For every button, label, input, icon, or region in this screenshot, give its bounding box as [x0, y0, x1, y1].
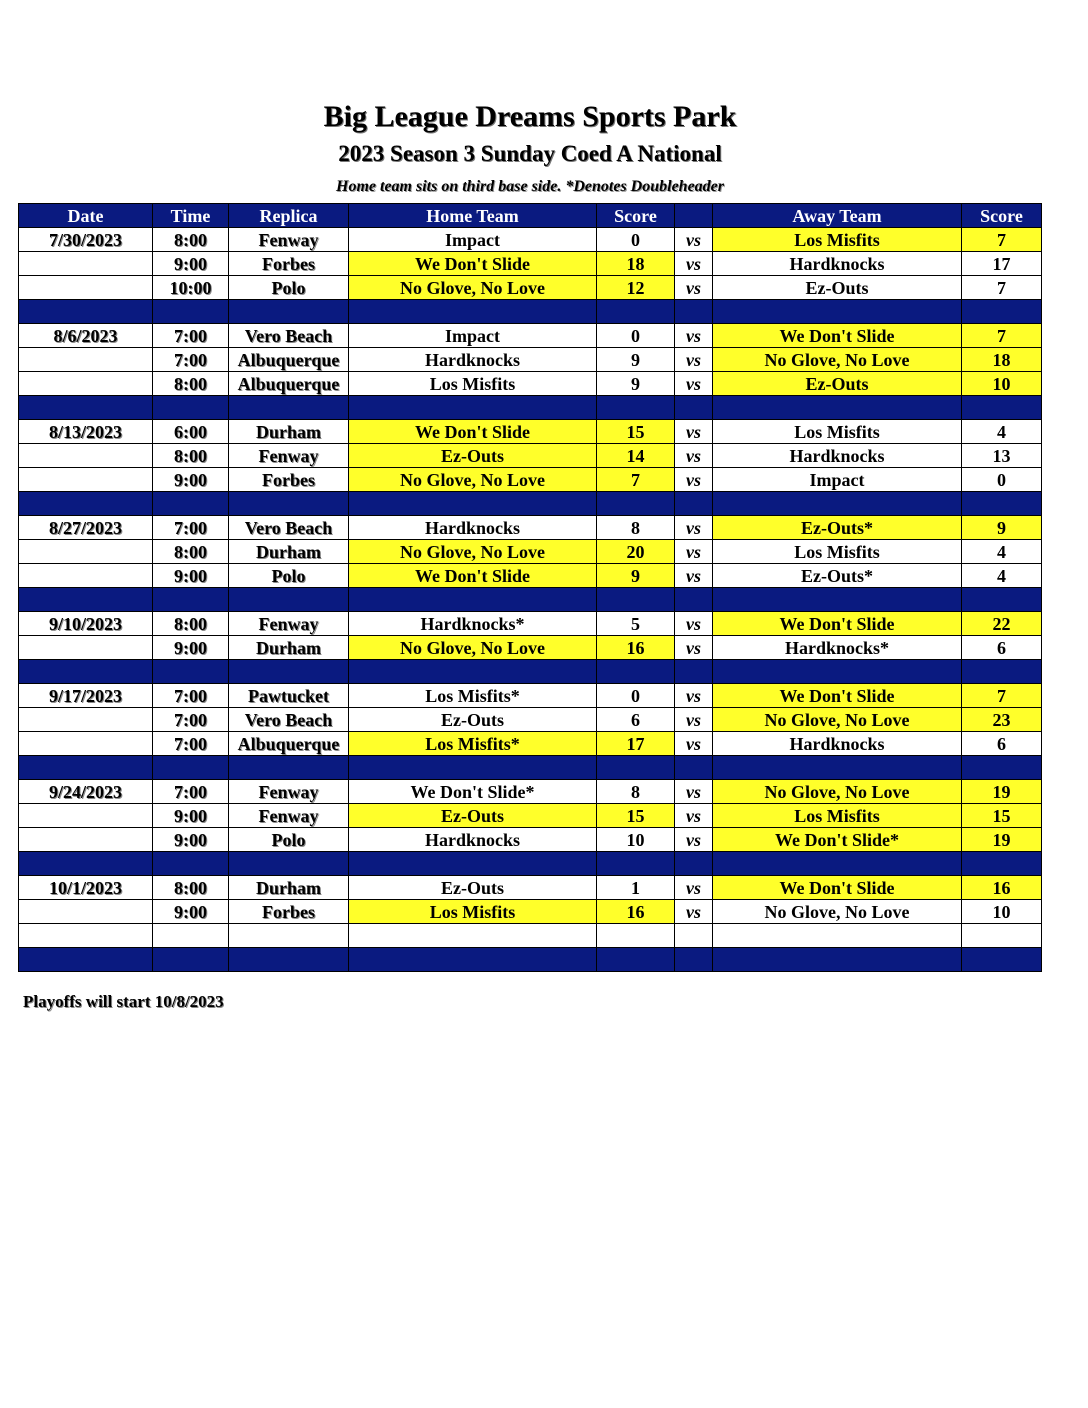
separator-cell	[675, 492, 713, 516]
away-team: No Glove, No Love	[713, 900, 962, 924]
game-date: 7/30/2023	[19, 228, 153, 252]
game-row	[19, 324, 1042, 348]
home-score: 20	[597, 540, 675, 564]
game-row	[19, 636, 1042, 660]
separator-cell	[713, 492, 962, 516]
away-score: 15	[962, 804, 1042, 828]
game-row	[19, 900, 1042, 924]
vs-label: vs	[675, 636, 713, 660]
home-score: 16	[597, 900, 675, 924]
away-score: 7	[962, 276, 1042, 300]
game-row	[19, 372, 1042, 396]
separator-cell	[349, 852, 597, 876]
separator-cell	[675, 756, 713, 780]
away-team: Los Misfits	[713, 804, 962, 828]
away-score: 22	[962, 612, 1042, 636]
replica-field: Fenway	[229, 804, 349, 828]
replica-field: Forbes	[229, 468, 349, 492]
home-team: No Glove, No Love	[349, 540, 597, 564]
home-team: We Don't Slide	[349, 252, 597, 276]
home-team: Impact	[349, 324, 597, 348]
away-score: 9	[962, 516, 1042, 540]
game-time: 8:00	[153, 444, 229, 468]
away-score: 6	[962, 636, 1042, 660]
date-cell-empty	[19, 804, 153, 828]
game-time: 9:00	[153, 900, 229, 924]
date-cell-empty	[19, 252, 153, 276]
vs-label: vs	[675, 228, 713, 252]
away-score: 18	[962, 348, 1042, 372]
home-team: Los Misfits	[349, 372, 597, 396]
home-team: Hardknocks	[349, 516, 597, 540]
game-row	[19, 564, 1042, 588]
week-separator-row	[19, 588, 1042, 612]
separator-cell	[713, 756, 962, 780]
page-subtitle: 2023 Season 3 Sunday Coed A National	[338, 141, 722, 166]
away-score: 19	[962, 828, 1042, 852]
game-row	[19, 228, 1042, 252]
home-team: No Glove, No Love	[349, 636, 597, 660]
game-time: 7:00	[153, 708, 229, 732]
separator-cell	[19, 396, 153, 420]
home-score: 1	[597, 876, 675, 900]
away-team: Hardknocks*	[713, 636, 962, 660]
away-score: 4	[962, 564, 1042, 588]
game-date: 9/10/2023	[19, 612, 153, 636]
away-team: We Don't Slide*	[713, 828, 962, 852]
schedule-body	[19, 228, 1042, 972]
separator-cell	[597, 756, 675, 780]
replica-field: Fenway	[229, 612, 349, 636]
replica-field: Polo	[229, 564, 349, 588]
game-time: 9:00	[153, 468, 229, 492]
game-time: 7:00	[153, 780, 229, 804]
separator-cell	[153, 756, 229, 780]
separator-cell	[153, 948, 229, 972]
away-score: 7	[962, 324, 1042, 348]
away-team: We Don't Slide	[713, 612, 962, 636]
separator-cell	[962, 396, 1042, 420]
week-separator-row	[19, 756, 1042, 780]
replica-field: Albuquerque	[229, 348, 349, 372]
home-score: 14	[597, 444, 675, 468]
vs-label: vs	[675, 372, 713, 396]
away-score: 16	[962, 876, 1042, 900]
date-cell-empty	[19, 444, 153, 468]
replica-field: Albuquerque	[229, 732, 349, 756]
separator-cell	[675, 588, 713, 612]
vs-label: vs	[675, 252, 713, 276]
game-date: 10/1/2023	[19, 876, 153, 900]
separator-cell	[153, 852, 229, 876]
home-team: Los Misfits*	[349, 684, 597, 708]
separator-cell	[153, 492, 229, 516]
home-team: Ez-Outs	[349, 708, 597, 732]
home-score	[597, 924, 675, 948]
separator-cell	[675, 396, 713, 420]
date-cell-empty	[19, 276, 153, 300]
separator-cell	[597, 396, 675, 420]
separator-cell	[713, 396, 962, 420]
vs-label: vs	[675, 708, 713, 732]
separator-cell	[675, 948, 713, 972]
separator-cell	[349, 300, 597, 324]
game-row	[19, 516, 1042, 540]
away-score: 19	[962, 780, 1042, 804]
game-time: 8:00	[153, 228, 229, 252]
separator-cell	[713, 300, 962, 324]
game-row	[19, 876, 1042, 900]
vs-label: vs	[675, 780, 713, 804]
playoffs-note: Playoffs will start 10/8/2023	[23, 992, 224, 1011]
game-date: 9/24/2023	[19, 780, 153, 804]
vs-label: vs	[675, 276, 713, 300]
home-team: Los Misfits	[349, 900, 597, 924]
home-team: No Glove, No Love	[349, 276, 597, 300]
week-separator-row	[19, 300, 1042, 324]
separator-cell	[19, 756, 153, 780]
replica-field: Vero Beach	[229, 324, 349, 348]
vs-label: vs	[675, 564, 713, 588]
home-score: 0	[597, 228, 675, 252]
date-cell-empty	[19, 636, 153, 660]
separator-cell	[229, 756, 349, 780]
header-row	[19, 204, 1042, 228]
separator-cell	[962, 756, 1042, 780]
away-score: 4	[962, 540, 1042, 564]
date-cell-empty	[19, 564, 153, 588]
week-separator-row	[19, 396, 1042, 420]
home-score: 0	[597, 684, 675, 708]
game-time: 10:00	[153, 276, 229, 300]
separator-cell	[153, 588, 229, 612]
game-time: 8:00	[153, 540, 229, 564]
page-title: Big League Dreams Sports Park	[323, 100, 737, 133]
vs-label: vs	[675, 828, 713, 852]
separator-cell	[229, 660, 349, 684]
vs-label: vs	[675, 732, 713, 756]
game-date: 9/17/2023	[19, 684, 153, 708]
game-time: 9:00	[153, 828, 229, 852]
game-time: 7:00	[153, 732, 229, 756]
home-score: 10	[597, 828, 675, 852]
separator-cell	[597, 492, 675, 516]
away-team: Los Misfits	[713, 228, 962, 252]
vs-label: vs	[675, 348, 713, 372]
separator-cell	[19, 492, 153, 516]
separator-cell	[229, 396, 349, 420]
home-score: 15	[597, 420, 675, 444]
vs-label: vs	[675, 324, 713, 348]
separator-cell	[153, 660, 229, 684]
home-score: 8	[597, 780, 675, 804]
vs-label: vs	[675, 684, 713, 708]
vs-label: vs	[675, 516, 713, 540]
home-team: No Glove, No Love	[349, 468, 597, 492]
away-team: We Don't Slide	[713, 876, 962, 900]
replica-field: Vero Beach	[229, 708, 349, 732]
home-score: 9	[597, 348, 675, 372]
separator-cell	[597, 300, 675, 324]
replica-field	[229, 924, 349, 948]
game-time: 9:00	[153, 804, 229, 828]
game-time	[153, 924, 229, 948]
separator-cell	[153, 300, 229, 324]
game-row	[19, 828, 1042, 852]
separator-cell	[19, 300, 153, 324]
game-time: 7:00	[153, 348, 229, 372]
date-cell-empty	[19, 348, 153, 372]
col-header-replica: Replica	[229, 204, 349, 228]
away-team: Los Misfits	[713, 420, 962, 444]
game-time: 8:00	[153, 372, 229, 396]
week-separator-row	[19, 852, 1042, 876]
game-date: 8/13/2023	[19, 420, 153, 444]
away-score: 6	[962, 732, 1042, 756]
replica-field: Fenway	[229, 780, 349, 804]
schedule-table	[18, 203, 1042, 972]
game-row	[19, 348, 1042, 372]
date-cell-empty	[19, 372, 153, 396]
game-time: 7:00	[153, 516, 229, 540]
separator-cell	[962, 300, 1042, 324]
game-time: 8:00	[153, 612, 229, 636]
away-score: 10	[962, 900, 1042, 924]
home-score: 9	[597, 564, 675, 588]
away-score: 17	[962, 252, 1042, 276]
home-team: Los Misfits*	[349, 732, 597, 756]
separator-cell	[229, 300, 349, 324]
game-time: 6:00	[153, 420, 229, 444]
replica-field: Durham	[229, 540, 349, 564]
game-row	[19, 612, 1042, 636]
game-time: 9:00	[153, 636, 229, 660]
game-time: 9:00	[153, 564, 229, 588]
away-score: 23	[962, 708, 1042, 732]
game-row	[19, 444, 1042, 468]
home-team: Hardknocks	[349, 348, 597, 372]
away-team: Impact	[713, 468, 962, 492]
game-time: 7:00	[153, 324, 229, 348]
game-row	[19, 804, 1042, 828]
home-score: 18	[597, 252, 675, 276]
game-row	[19, 468, 1042, 492]
game-row	[19, 420, 1042, 444]
vs-label	[675, 924, 713, 948]
home-score: 12	[597, 276, 675, 300]
date-cell-empty	[19, 732, 153, 756]
date-cell-empty	[19, 468, 153, 492]
separator-cell	[153, 396, 229, 420]
game-row	[19, 732, 1042, 756]
col-header-time: Time	[153, 204, 229, 228]
game-row	[19, 252, 1042, 276]
separator-cell	[229, 588, 349, 612]
game-row	[19, 780, 1042, 804]
home-team: Ez-Outs	[349, 876, 597, 900]
separator-cell	[713, 660, 962, 684]
separator-cell	[349, 396, 597, 420]
vs-label: vs	[675, 420, 713, 444]
replica-field: Forbes	[229, 252, 349, 276]
replica-field: Forbes	[229, 900, 349, 924]
vs-label: vs	[675, 444, 713, 468]
week-separator-row	[19, 660, 1042, 684]
col-header-date: Date	[19, 204, 153, 228]
home-team: We Don't Slide*	[349, 780, 597, 804]
game-row	[19, 540, 1042, 564]
vs-label: vs	[675, 900, 713, 924]
away-score: 13	[962, 444, 1042, 468]
away-team: Ez-Outs	[713, 372, 962, 396]
away-score: 10	[962, 372, 1042, 396]
replica-field: Durham	[229, 876, 349, 900]
away-team: Hardknocks	[713, 252, 962, 276]
separator-cell	[349, 948, 597, 972]
game-time: 9:00	[153, 252, 229, 276]
separator-cell	[229, 948, 349, 972]
separator-cell	[349, 492, 597, 516]
away-team: Ez-Outs*	[713, 564, 962, 588]
away-team: No Glove, No Love	[713, 348, 962, 372]
away-team: Ez-Outs	[713, 276, 962, 300]
home-score: 7	[597, 468, 675, 492]
separator-cell	[713, 588, 962, 612]
home-team: Ez-Outs	[349, 444, 597, 468]
separator-cell	[349, 660, 597, 684]
replica-field: Pawtucket	[229, 684, 349, 708]
away-team: Hardknocks	[713, 444, 962, 468]
separator-cell	[229, 492, 349, 516]
away-team: Ez-Outs*	[713, 516, 962, 540]
col-header-home-team: Home Team	[349, 204, 597, 228]
col-header-away-score: Score	[962, 204, 1042, 228]
away-team: We Don't Slide	[713, 324, 962, 348]
date-cell-empty	[19, 708, 153, 732]
separator-cell	[229, 852, 349, 876]
separator-cell	[19, 852, 153, 876]
home-score: 0	[597, 324, 675, 348]
separator-cell	[962, 492, 1042, 516]
separator-cell	[349, 756, 597, 780]
home-team: Hardknocks	[349, 828, 597, 852]
away-score: 7	[962, 228, 1042, 252]
vs-label: vs	[675, 876, 713, 900]
separator-cell	[962, 660, 1042, 684]
separator-cell	[597, 660, 675, 684]
separator-cell	[19, 660, 153, 684]
game-time: 8:00	[153, 876, 229, 900]
replica-field: Polo	[229, 828, 349, 852]
home-team: We Don't Slide	[349, 564, 597, 588]
vs-label: vs	[675, 468, 713, 492]
game-row	[19, 684, 1042, 708]
date-cell-empty	[19, 900, 153, 924]
home-score: 8	[597, 516, 675, 540]
replica-field: Fenway	[229, 444, 349, 468]
separator-cell	[675, 852, 713, 876]
game-time: 7:00	[153, 684, 229, 708]
game-row	[19, 708, 1042, 732]
home-team	[349, 924, 597, 948]
separator-cell	[962, 852, 1042, 876]
separator-cell	[962, 588, 1042, 612]
separator-cell	[597, 948, 675, 972]
vs-label: vs	[675, 612, 713, 636]
week-separator-row	[19, 948, 1042, 972]
away-score	[962, 924, 1042, 948]
vs-label: vs	[675, 804, 713, 828]
home-score: 6	[597, 708, 675, 732]
doubleheader-note: Home team sits on third base side. *Denotes Doubleheader	[336, 178, 724, 195]
away-team: We Don't Slide	[713, 684, 962, 708]
date-cell-empty	[19, 924, 153, 948]
home-score: 5	[597, 612, 675, 636]
replica-field: Vero Beach	[229, 516, 349, 540]
game-date: 8/27/2023	[19, 516, 153, 540]
col-header-away-team: Away Team	[713, 204, 962, 228]
away-score: 7	[962, 684, 1042, 708]
date-cell-empty	[19, 828, 153, 852]
home-score: 15	[597, 804, 675, 828]
away-score: 0	[962, 468, 1042, 492]
col-header-home-score: Score	[597, 204, 675, 228]
away-team: No Glove, No Love	[713, 708, 962, 732]
separator-cell	[19, 588, 153, 612]
separator-cell	[349, 588, 597, 612]
week-separator-row	[19, 492, 1042, 516]
replica-field: Fenway	[229, 228, 349, 252]
away-team	[713, 924, 962, 948]
replica-field: Albuquerque	[229, 372, 349, 396]
home-team: We Don't Slide	[349, 420, 597, 444]
separator-cell	[713, 852, 962, 876]
separator-cell	[962, 948, 1042, 972]
home-team: Hardknocks*	[349, 612, 597, 636]
game-row	[19, 924, 1042, 948]
vs-label: vs	[675, 540, 713, 564]
home-score: 17	[597, 732, 675, 756]
home-score: 16	[597, 636, 675, 660]
home-team: Ez-Outs	[349, 804, 597, 828]
replica-field: Polo	[229, 276, 349, 300]
col-header-vs	[675, 204, 713, 228]
separator-cell	[597, 852, 675, 876]
away-team: Los Misfits	[713, 540, 962, 564]
away-team: No Glove, No Love	[713, 780, 962, 804]
separator-cell	[713, 948, 962, 972]
away-score: 4	[962, 420, 1042, 444]
replica-field: Durham	[229, 420, 349, 444]
separator-cell	[675, 300, 713, 324]
home-score: 9	[597, 372, 675, 396]
replica-field: Durham	[229, 636, 349, 660]
date-cell-empty	[19, 540, 153, 564]
separator-cell	[19, 948, 153, 972]
separator-cell	[675, 660, 713, 684]
game-date: 8/6/2023	[19, 324, 153, 348]
away-team: Hardknocks	[713, 732, 962, 756]
separator-cell	[597, 588, 675, 612]
game-row	[19, 276, 1042, 300]
home-team: Impact	[349, 228, 597, 252]
